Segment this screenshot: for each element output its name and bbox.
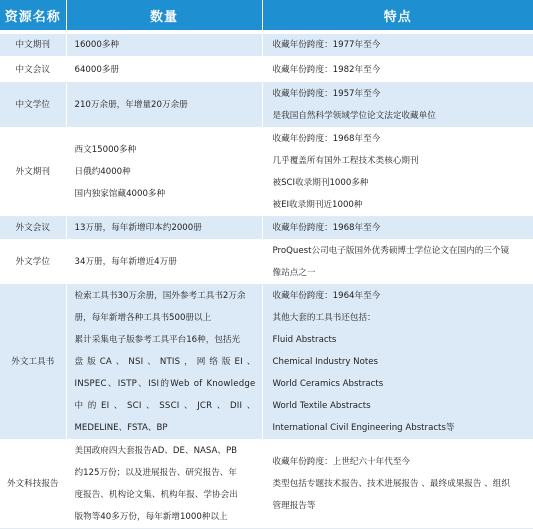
quantity-cell [66, 128, 262, 217]
quantity-line: MEDELINE、FSTA、BP [74, 423, 168, 433]
header-resource-name: 资源名称 [0, 0, 66, 30]
table-row [0, 217, 533, 240]
features-cell [262, 440, 533, 529]
quantity-line: 检索工具书30万余册，国外参考工具书2万余 [74, 291, 246, 301]
table-row [0, 128, 533, 217]
quantity-line: 日俄约4000种 [74, 167, 131, 177]
quantity-line: 国内独家馆藏4000多种 [74, 189, 166, 199]
header-row [0, 0, 533, 30]
quantity-line: INSPEC、ISTP、ISI的Web of Knowledge [74, 379, 256, 389]
features-cell [262, 34, 533, 57]
features-cell [262, 240, 533, 285]
resource-name: 外文学位 [0, 240, 66, 285]
quantity-line: 盘版CA、NSI、NTIS，网络版EI、 [74, 357, 256, 367]
feature-line: ProQuest公司电子版国外优秀硕博士学位论文在国内的三个镜 [272, 246, 510, 256]
features-cell [262, 285, 533, 440]
resource-name: 外文科技报告 [0, 440, 66, 529]
header-quantity: 数量 [66, 0, 262, 30]
feature-line: 被EI收录期刊近1000种 [272, 200, 363, 210]
quantity-line: 64000多册 [74, 64, 120, 75]
resource-name: 中文期刊 [0, 34, 66, 57]
table-row [0, 285, 533, 440]
feature-line: Chemical Industry Notes [272, 357, 379, 367]
feature-line: World Ceramics Abstracts [272, 379, 384, 389]
quantity-cell [66, 285, 262, 440]
features-cell [262, 217, 533, 240]
resource-name: 中文会议 [0, 57, 66, 83]
quantity-line: 度报告、机构论文集、机构年报、学协会出 [74, 490, 238, 500]
feature-line: 类型包括专题技术报告、技术进展报告 、最终成果报告 、组织 [272, 479, 510, 489]
quantity-line: 版物等40多万份，每年新增1000种以上 [74, 512, 228, 522]
feature-line: Fluid Abstracts [272, 335, 337, 345]
resource-name: 外文工具书 [0, 285, 66, 440]
feature-line: 其他大套的工具书还包括： [272, 313, 376, 323]
feature-line: 收藏年份跨度：1957年至今 [272, 89, 381, 99]
quantity-line: 13万册，每年新增印本约2000册 [74, 223, 202, 233]
features-cell [262, 83, 533, 128]
quantity-cell [66, 217, 262, 240]
feature-line: 收藏年份跨度：1964年至今 [272, 291, 381, 301]
features-cell [262, 57, 533, 83]
table-row [0, 34, 533, 57]
feature-line: International Civil Engineering Abstracts等 [272, 423, 455, 433]
quantity-line: 册，每年新增各种工具书500册以上 [74, 313, 212, 323]
table-row [0, 57, 533, 83]
feature-line: 是我国自然科学领域学位论文法定收藏单位 [272, 111, 436, 121]
quantity-line: 34万册，每年新增近4万册 [74, 257, 177, 267]
feature-line: 被SCI收录期刊1000多种 [272, 178, 369, 188]
features-cell [262, 128, 533, 217]
feature-line: 管理报告等 [272, 501, 316, 511]
feature-line: 像站点之一 [272, 268, 316, 278]
quantity-line: 约125万份；以及进展报告、研究报告、年 [74, 468, 237, 478]
table-row [0, 83, 533, 128]
feature-line: 收藏年份跨度：1968年至今 [272, 223, 381, 233]
quantity-line: 16000多种 [74, 40, 120, 50]
resource-name: 外文会议 [0, 217, 66, 240]
feature-line: 几乎覆盖所有国外工程技术类核心期刊 [272, 156, 419, 166]
quantity-cell [66, 57, 262, 83]
resource-name: 中文学位 [0, 83, 66, 128]
feature-line: 收藏年份跨度：1982年至今 [272, 64, 381, 75]
quantity-cell [66, 240, 262, 285]
feature-line: 收藏年份跨度：上世纪六十年代至今 [272, 457, 411, 467]
quantity-cell [66, 34, 262, 57]
quantity-line: 美国政府四大套报告AD、DE、NASA、PB [74, 446, 238, 456]
table-row [0, 440, 533, 529]
table-row [0, 240, 533, 285]
quantity-line: 210万余册，年增量20万余册 [74, 100, 188, 110]
feature-line: World Textile Abstracts [272, 401, 371, 411]
feature-line: 收藏年份跨度：1968年至今 [272, 134, 381, 144]
feature-line: 收藏年份跨度：1977年至今 [272, 40, 381, 50]
quantity-line: 累计采集电子版参考工具平台16种，包括光 [74, 335, 241, 345]
quantity-line: 中的EI、SCI、SSCI、JCR、DII、 [74, 401, 256, 411]
quantity-cell [66, 440, 262, 529]
header-features: 特点 [262, 0, 533, 30]
resource-name: 外文期刊 [0, 128, 66, 217]
quantity-line: 西文15000多种 [74, 145, 137, 155]
quantity-cell [66, 83, 262, 128]
